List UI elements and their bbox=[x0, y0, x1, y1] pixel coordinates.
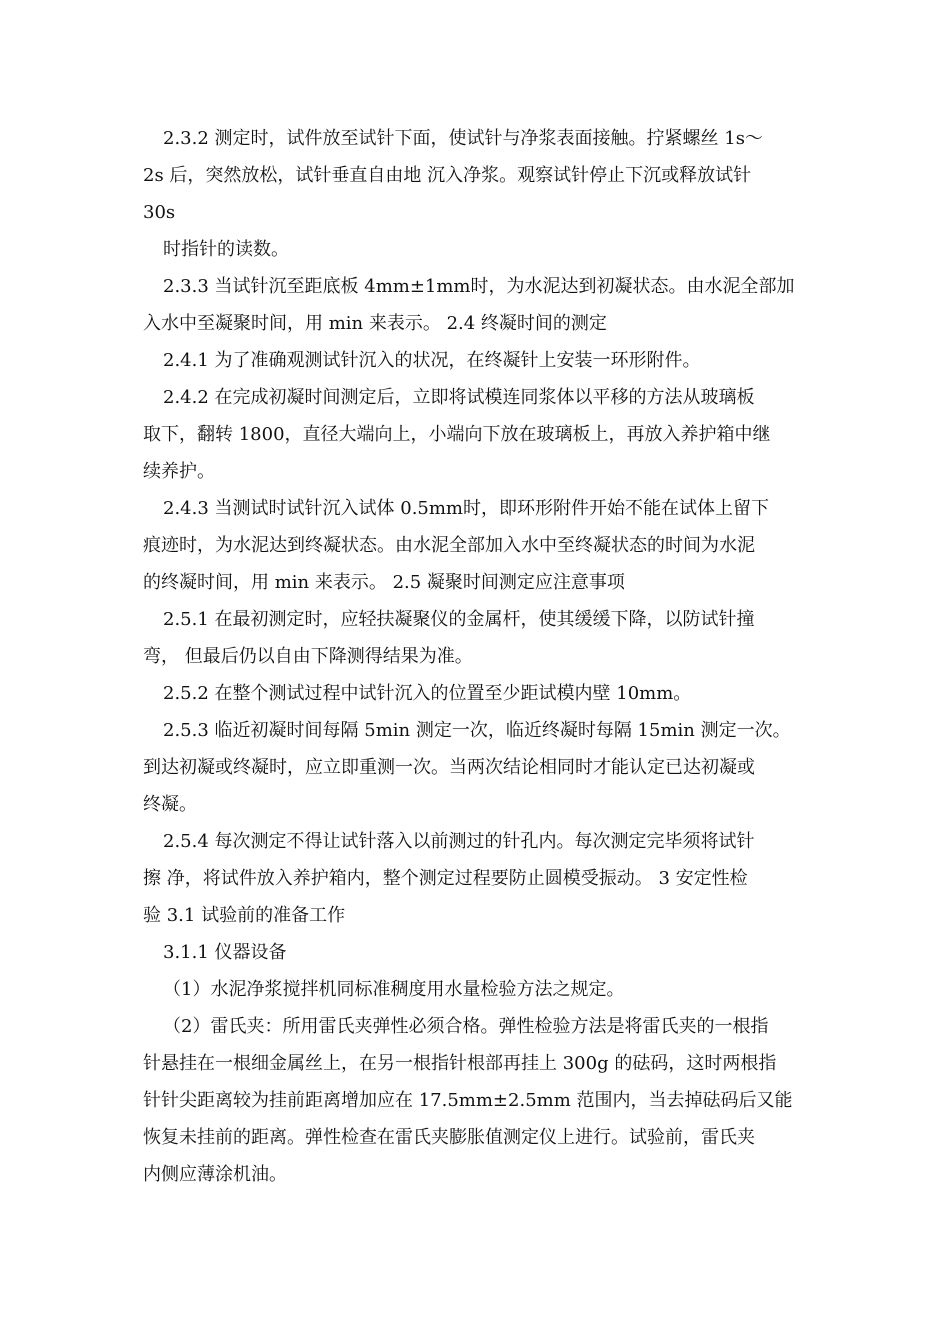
text-line: 取下，翻转 1800，直径大端向上，小端向下放在玻璃板上，再放入养护箱中继 bbox=[143, 424, 771, 445]
text-line: 弯， 但最后仍以自由下降测得结果为准。 bbox=[143, 646, 473, 667]
text-line: 2.5.4 每次测定不得让试针落入以前测过的针孔内。每次测定完毕须将试针 bbox=[163, 831, 755, 852]
text-line: 入水中至凝聚时间，用 min 来表示。 2.4 终凝时间的测定 bbox=[143, 313, 607, 334]
paragraph bbox=[143, 1008, 808, 1193]
paragraph bbox=[143, 268, 808, 342]
document-body bbox=[143, 120, 808, 1193]
text-line: 恢复未挂前的距离。弹性检查在雷氏夹膨胀值测定仪上进行。试验前，雷氏夹 bbox=[143, 1127, 755, 1148]
text-line: 续养护。 bbox=[143, 461, 215, 482]
text-line: 2.4.2 在完成初凝时间测定后，立即将试模连同浆体以平移的方法从玻璃板 bbox=[163, 387, 755, 408]
text-line: 的终凝时间，用 min 来表示。 2.5 凝聚时间测定应注意事项 bbox=[143, 572, 625, 593]
text-line: 时指针的读数。 bbox=[163, 239, 289, 260]
text-line: 2.5.3 临近初凝时间每隔 5min 测定一次，临近终凝时每隔 15min 测定一次。 bbox=[163, 720, 791, 741]
text-line: （1）水泥净浆搅拌机同标准稠度用水量检验方法之规定。 bbox=[163, 979, 625, 1000]
text-line: 2.4.1 为了准确观测试针沉入的状况，在终凝针上安装一环形附件。 bbox=[163, 350, 701, 371]
text-line: 3.1.1 仪器设备 bbox=[163, 942, 287, 963]
text-line: 针针尖距离较为挂前距离增加应在 17.5mm±2.5mm 范围内，当去掉砝码后又能 bbox=[143, 1090, 793, 1111]
text-line: 2s 后，突然放松，试针垂直自由地 沉入净浆。观察试针停止下沉或释放试针 bbox=[143, 165, 752, 186]
text-line: 擦 净，将试件放入养护箱内，整个测定过程要防止圆模受振动。 3 安定性检 bbox=[143, 868, 748, 889]
text-line: 30s bbox=[143, 202, 176, 223]
paragraph bbox=[143, 675, 808, 712]
paragraph bbox=[143, 379, 808, 490]
text-line: 内侧应薄涂机油。 bbox=[143, 1164, 287, 1185]
text-line: 针悬挂在一根细金属丝上，在另一根指针根部再挂上 300g 的砝码，这时两根指 bbox=[143, 1053, 777, 1074]
text-line: 验 3.1 试验前的准备工作 bbox=[143, 905, 346, 926]
text-line: 2.4.3 当测试时试针沉入试体 0.5mm时，即环形附件开始不能在试体上留下 bbox=[163, 498, 770, 519]
paragraph bbox=[143, 231, 808, 268]
paragraph bbox=[143, 823, 808, 934]
paragraph bbox=[143, 120, 808, 231]
text-line: 到达初凝或终凝时，应立即重测一次。当两次结论相同时才能认定已达初凝或 bbox=[143, 757, 755, 778]
text-line: 2.3.3 当试针沉至距底板 4mm±1mm时，为水泥达到初凝状态。由水泥全部加 bbox=[163, 276, 795, 297]
text-line: 2.3.2 测定时，试件放至试针下面，使试针与净浆表面接触。拧紧螺丝 1s～ bbox=[163, 128, 763, 149]
paragraph bbox=[143, 601, 808, 675]
paragraph bbox=[143, 971, 808, 1008]
text-line: 痕迹时，为水泥达到终凝状态。由水泥全部加入水中至终凝状态的时间为水泥 bbox=[143, 535, 755, 556]
text-line: （2）雷氏夹：所用雷氏夹弹性必须合格。弹性检验方法是将雷氏夹的一根指 bbox=[163, 1016, 769, 1037]
text-line: 2.5.2 在整个测试过程中试针沉入的位置至少距试模内壁 10mm。 bbox=[163, 683, 692, 704]
paragraph bbox=[143, 712, 808, 823]
text-line: 终凝。 bbox=[143, 794, 197, 815]
text-line: 2.5.1 在最初测定时，应轻扶凝聚仪的金属杆，使其缓缓下降，以防试针撞 bbox=[163, 609, 755, 630]
paragraph bbox=[143, 934, 808, 971]
paragraph bbox=[143, 490, 808, 601]
paragraph bbox=[143, 342, 808, 379]
